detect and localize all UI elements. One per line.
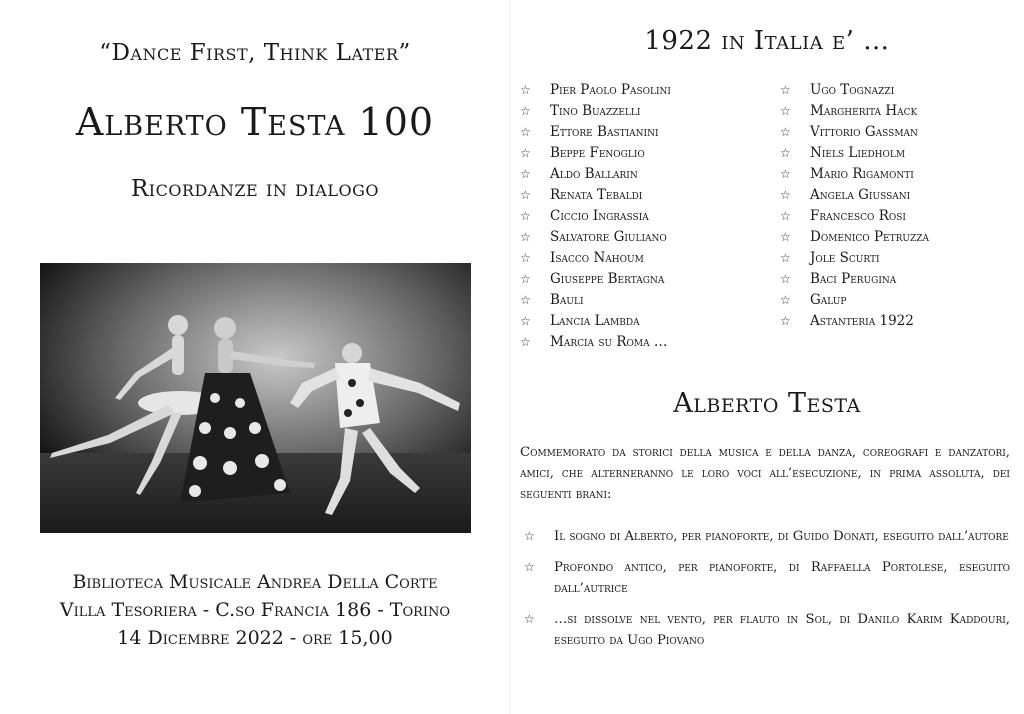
star-bullet-icon: ☆: [520, 230, 531, 244]
list-item: [780, 290, 929, 311]
list-item: [780, 80, 929, 101]
list-item: [780, 143, 929, 164]
star-bullet-icon: ☆: [780, 167, 791, 181]
program-item: [520, 557, 1010, 599]
list-item-label: Aldo Ballarin: [550, 166, 638, 182]
right-panel: [510, 0, 1024, 714]
list-item: [780, 101, 929, 122]
program-item: [520, 526, 1010, 547]
list-item-label: Beppe Fenoglio: [550, 145, 645, 161]
list-item: [780, 185, 929, 206]
quote-heading: “Dance First, Think Later”: [99, 40, 411, 66]
star-bullet-icon: ☆: [780, 125, 791, 139]
list-item: [520, 269, 671, 290]
list-item-label: Lancia Lambda: [550, 313, 640, 329]
star-bullet-icon: ☆: [780, 314, 791, 328]
names-list-left: [520, 80, 671, 353]
list-item-label: Jole Scurti: [810, 250, 880, 266]
list-item-label: Astanteria 1922: [810, 313, 914, 329]
list-item-label: Vittorio Gassman: [810, 124, 918, 140]
venue-block: [0, 568, 510, 652]
star-bullet-icon: ☆: [524, 560, 535, 574]
program-item: [520, 609, 1010, 651]
list-item: [520, 80, 671, 101]
star-bullet-icon: ☆: [780, 293, 791, 307]
list-item: [520, 290, 671, 311]
names-list-right: [780, 80, 929, 332]
list-item-label: Galup: [810, 292, 847, 308]
star-bullet-icon: ☆: [780, 230, 791, 244]
list-item: [520, 311, 671, 332]
star-bullet-icon: ☆: [780, 146, 791, 160]
list-item-label: Salvatore Giuliano: [550, 229, 667, 245]
list-item-label: Domenico Petruzza: [810, 229, 929, 245]
list-item-label: Giuseppe Bertagna: [550, 271, 665, 287]
star-bullet-icon: ☆: [520, 335, 531, 349]
list-item-label: Niels Liedholm: [810, 145, 906, 161]
list-item: [780, 311, 929, 332]
star-bullet-icon: ☆: [520, 125, 531, 139]
list-item: [780, 164, 929, 185]
list-item-label: Marcia su Roma …: [550, 334, 668, 350]
list-item-label: Renata Tebaldi: [550, 187, 643, 203]
list-item-label: Baci Perugina: [810, 271, 897, 287]
star-bullet-icon: ☆: [780, 251, 791, 265]
list-item: [520, 227, 671, 248]
star-bullet-icon: ☆: [780, 104, 791, 118]
list-item-label: Margherita Hack: [810, 103, 918, 119]
star-bullet-icon: ☆: [780, 188, 791, 202]
list-item-label: Mario Rigamonti: [810, 166, 914, 182]
star-bullet-icon: ☆: [780, 209, 791, 223]
list-item-label: Profondo antico, per pianoforte, di Raffaella Portolese, eseguito dall’autrice: [554, 560, 1010, 596]
star-bullet-icon: ☆: [520, 314, 531, 328]
left-panel: [0, 0, 510, 714]
year-heading: 1922 in Italia e’ …: [644, 26, 890, 56]
list-item: [520, 101, 671, 122]
list-item: [780, 248, 929, 269]
section-heading: Alberto Testa: [673, 388, 861, 419]
star-bullet-icon: ☆: [520, 104, 531, 118]
list-item-label: Isacco Nahoum: [550, 250, 644, 266]
star-bullet-icon: ☆: [520, 146, 531, 160]
list-item: [780, 206, 929, 227]
list-item-label: …si dissolve nel vento, per flauto in Sol, di Danilo Karim Kaddouri, eseguito da Ugo Piovano: [554, 612, 1010, 648]
list-item-label: Pier Paolo Pasolini: [550, 82, 671, 98]
list-item-label: Ettore Bastianini: [550, 124, 659, 140]
venue-address: Villa Tesoriera - C.so Francia 186 - Torino: [59, 599, 451, 621]
star-bullet-icon: ☆: [524, 612, 535, 626]
venue-date: 14 Dicembre 2022 - ore 15,00: [117, 627, 393, 649]
star-bullet-icon: ☆: [520, 209, 531, 223]
star-bullet-icon: ☆: [780, 83, 791, 97]
list-item: [520, 122, 671, 143]
list-item: [780, 122, 929, 143]
star-bullet-icon: ☆: [520, 272, 531, 286]
star-bullet-icon: ☆: [780, 272, 791, 286]
star-bullet-icon: ☆: [520, 251, 531, 265]
list-item: [520, 248, 671, 269]
star-bullet-icon: ☆: [520, 293, 531, 307]
star-bullet-icon: ☆: [520, 167, 531, 181]
list-item: [520, 143, 671, 164]
star-bullet-icon: ☆: [524, 529, 535, 543]
list-item-label: Bauli: [550, 292, 584, 308]
list-item: [520, 206, 671, 227]
list-item: [520, 164, 671, 185]
list-item: [780, 227, 929, 248]
program-list: [520, 526, 1010, 661]
list-item: [780, 269, 929, 290]
list-item-label: Francesco Rosi: [810, 208, 906, 224]
venue-library: Biblioteca Musicale Andrea Della Corte: [72, 571, 438, 593]
list-item-label: Angela Giussani: [810, 187, 911, 203]
dancers-photo: [40, 263, 471, 533]
list-item-label: Ugo Tognazzi: [810, 82, 895, 98]
event-subtitle: Ricordanze in dialogo: [130, 176, 379, 202]
event-title: Alberto Testa 100: [75, 100, 435, 144]
list-item-label: Il sogno di Alberto, per pianoforte, di Guido Donati, eseguito dall’autore: [554, 529, 1009, 544]
list-item-label: Tino Buazzelli: [550, 103, 641, 119]
star-bullet-icon: ☆: [520, 83, 531, 97]
list-item: [520, 332, 671, 353]
list-item: [520, 185, 671, 206]
intro-paragraph: Commemorato da storici della musica e della danza, coreografi e danzatori, amici, che alterneranno le loro voci all’esecuzione, in prima assoluta, dei seguenti brani:: [520, 445, 1010, 502]
star-bullet-icon: ☆: [520, 188, 531, 202]
list-item-label: Ciccio Ingrassia: [550, 208, 649, 224]
